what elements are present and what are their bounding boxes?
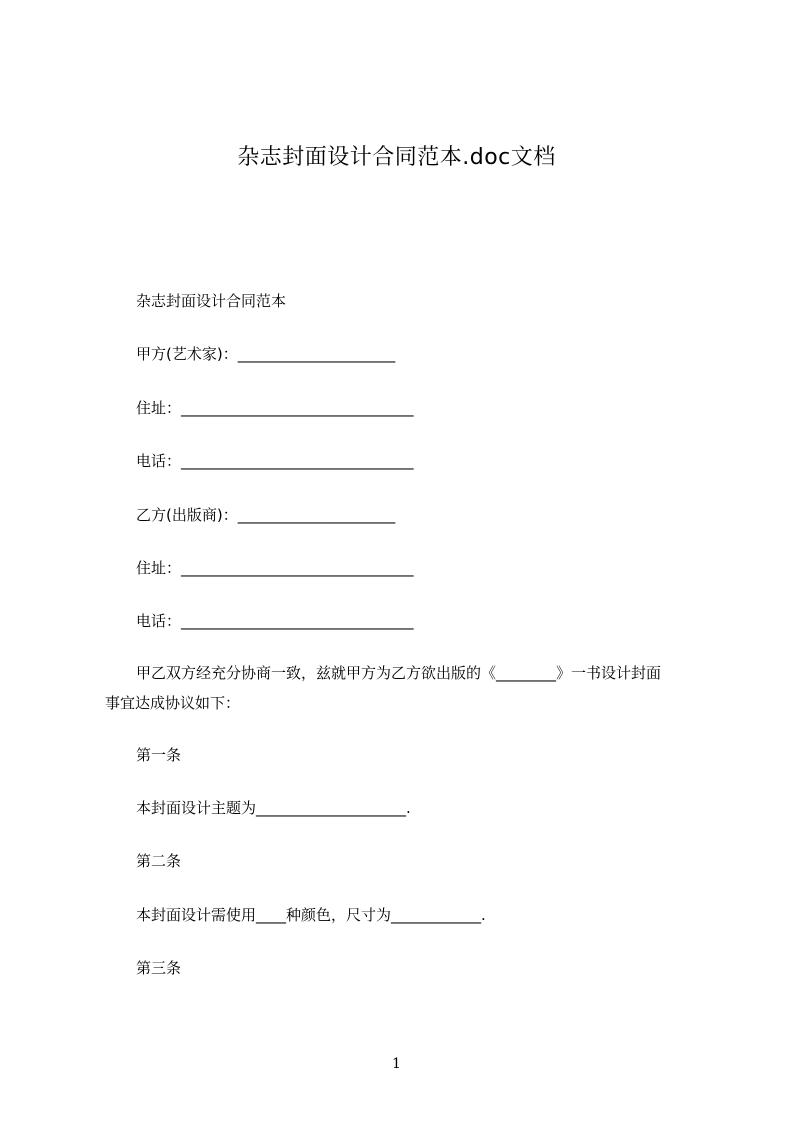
agreement-paragraph-line-2: 事宜达成协议如下： (105, 694, 241, 712)
party-b-address-line: 住址：_______________________________ (136, 559, 414, 577)
article-2-heading: 第二条 (136, 852, 182, 870)
party-a-phone-line: 电话：_______________________________ (136, 452, 414, 470)
article-2-text: 本封面设计需使用____种颜色，尺寸为____________. (136, 906, 486, 924)
document-title: 杂志封面设计合同范本.doc文档 (237, 145, 556, 170)
contract-heading: 杂志封面设计合同范本 (136, 292, 287, 310)
agreement-paragraph (105, 658, 705, 718)
article-1-heading: 第一条 (136, 746, 182, 764)
party-a-name-line: 甲方(艺术家)：_____________________ (136, 345, 396, 363)
party-a-address-line: 住址：_______________________________ (136, 399, 414, 417)
article-3-heading: 第三条 (136, 959, 182, 977)
party-b-name-line: 乙方(出版商)：_____________________ (136, 506, 396, 524)
party-b-phone-line: 电话：_______________________________ (136, 612, 414, 630)
agreement-paragraph-line-1: 甲乙双方经充分协商一致，兹就甲方为乙方欲出版的《________》一书设计封面 (136, 664, 662, 682)
article-1-text: 本封面设计主题为____________________. (136, 799, 411, 817)
page-number: 1 (392, 1056, 401, 1072)
